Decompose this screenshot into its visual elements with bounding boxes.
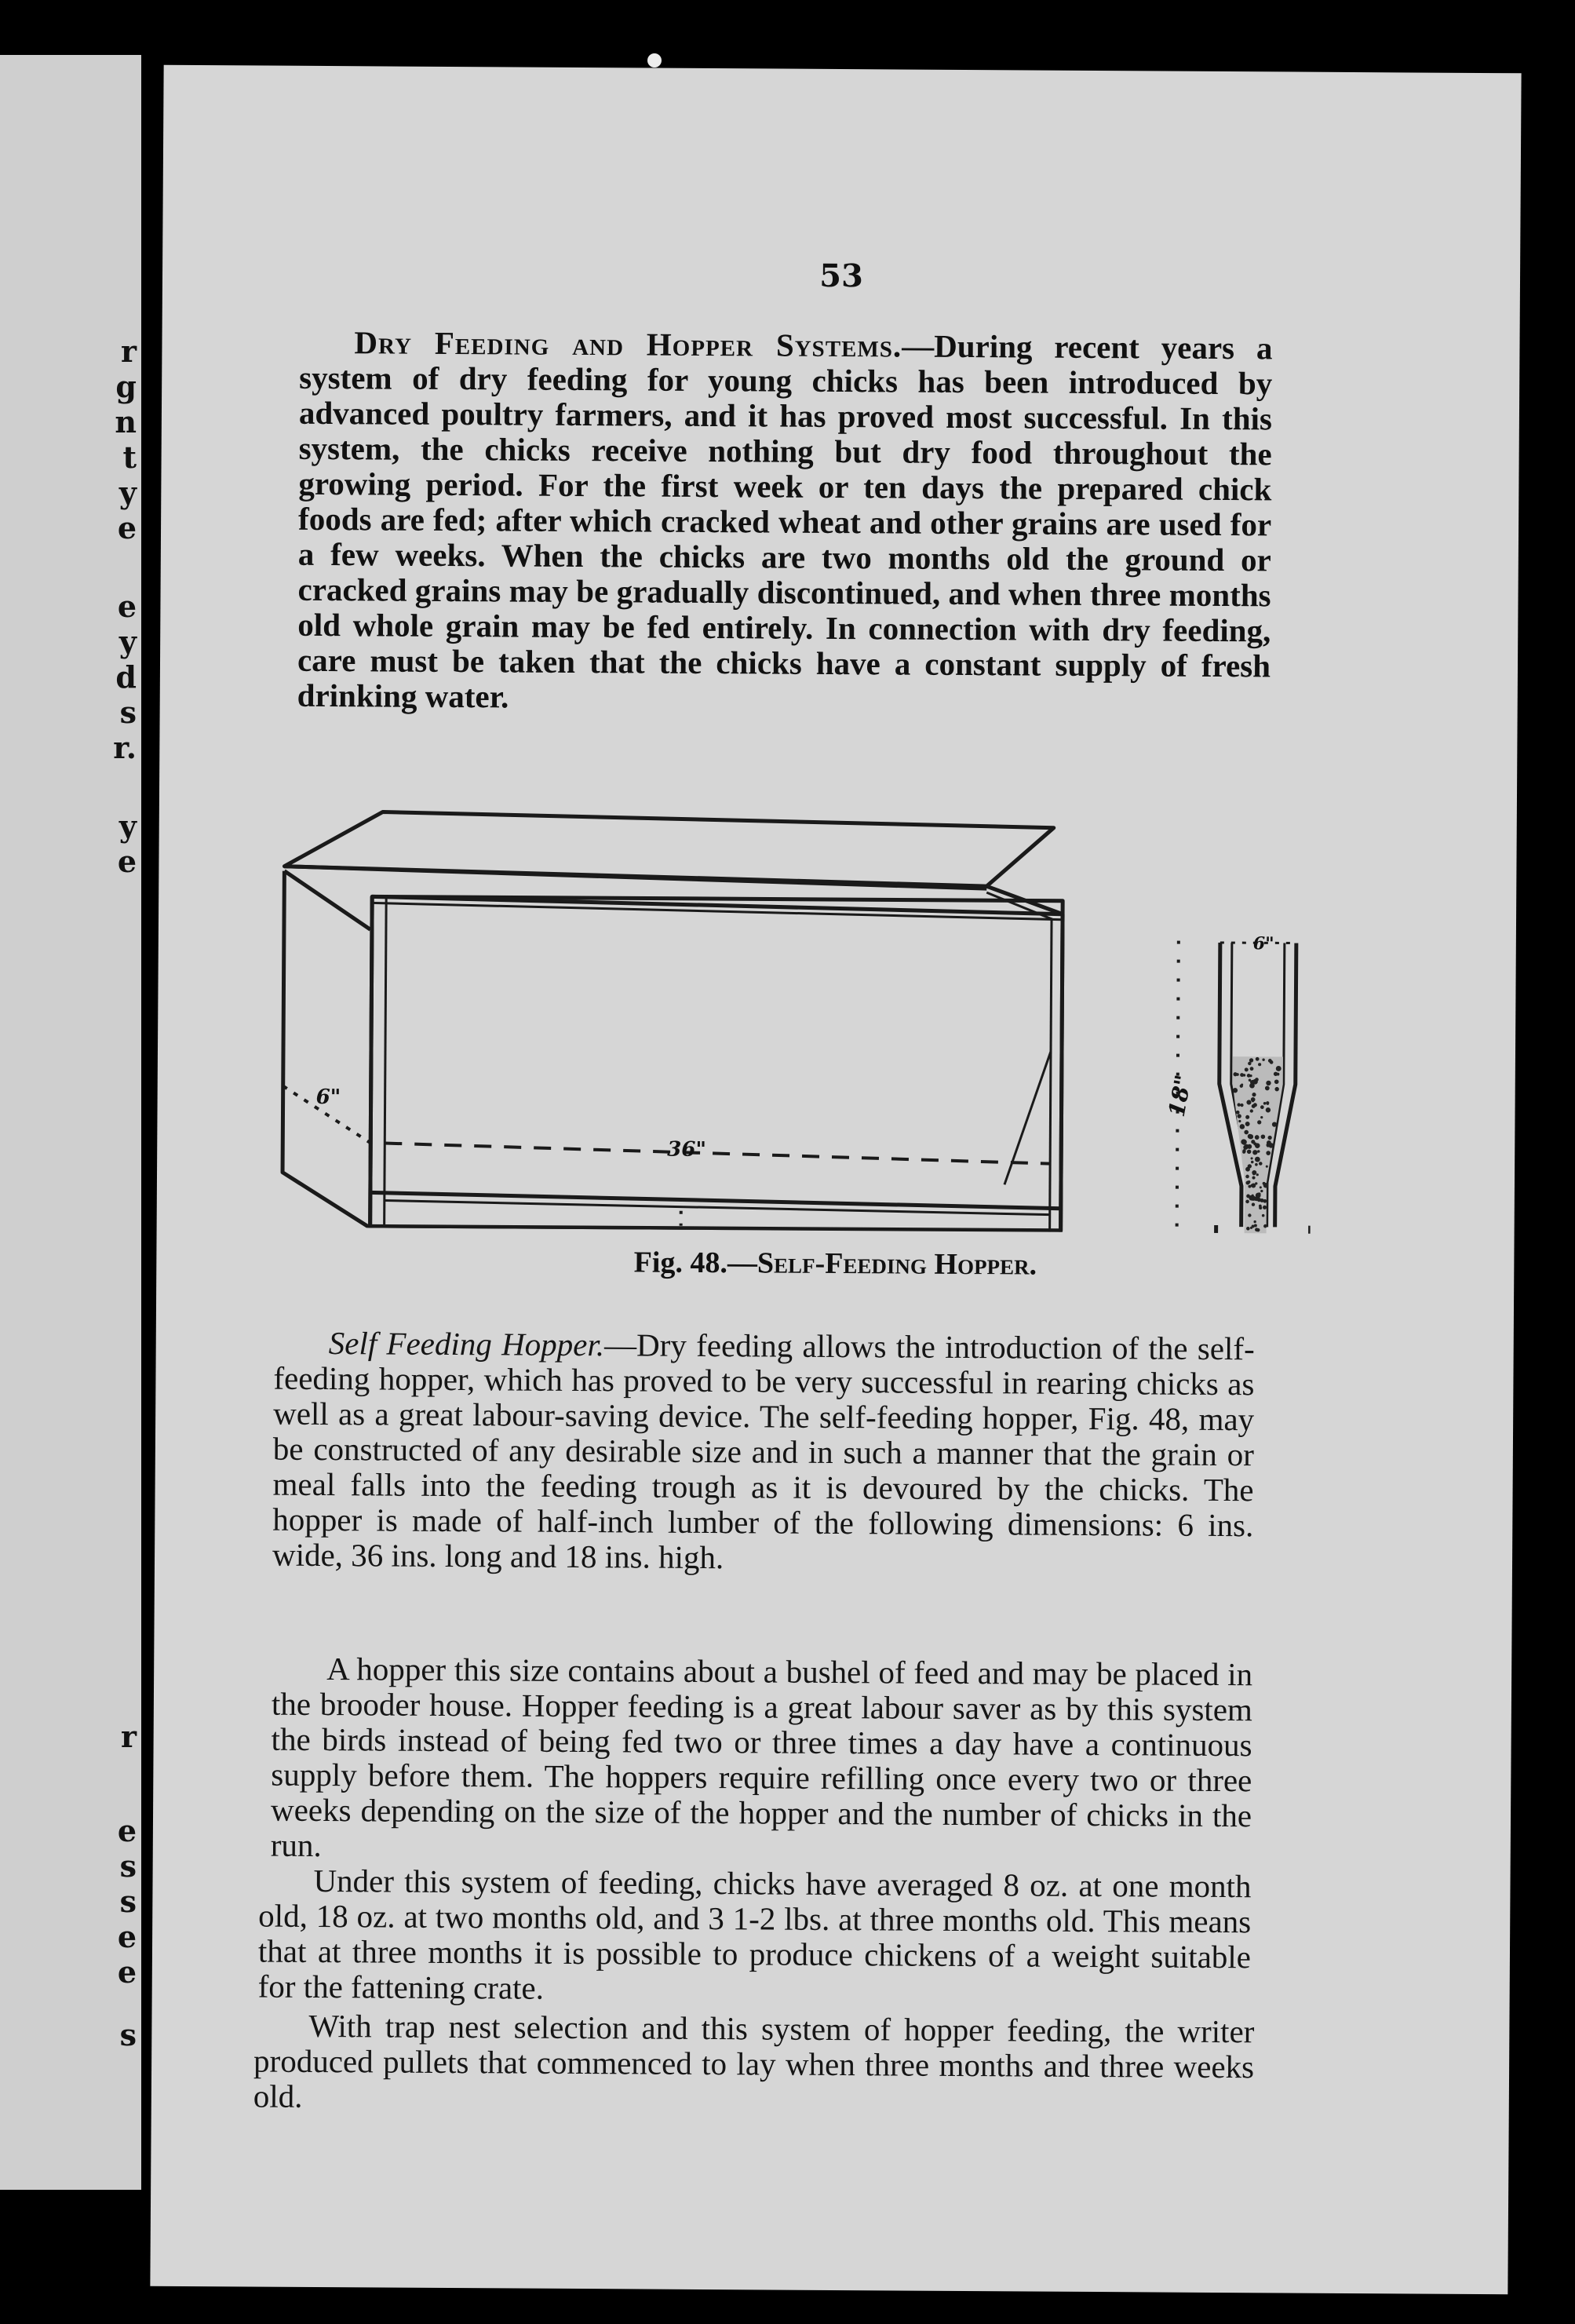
grain-speck — [1272, 1122, 1277, 1127]
grain-speck — [1240, 1124, 1245, 1129]
grain-speck — [1243, 1074, 1246, 1077]
grain-speck — [1245, 1115, 1249, 1119]
grain-speck — [1251, 1157, 1253, 1159]
grain-speck — [1247, 1150, 1252, 1155]
grain-speck — [1249, 1134, 1253, 1139]
grain-speck — [1244, 1130, 1249, 1135]
facing-letter: e — [117, 589, 137, 624]
grain-speck — [1260, 1186, 1262, 1188]
grain-speck — [1245, 1175, 1249, 1179]
grain-speck — [1255, 1078, 1259, 1082]
section-heading-dry-feeding: Dry Feeding and Hopper Systems. — [354, 324, 902, 364]
grain-speck — [1245, 1067, 1249, 1071]
grain-speck — [1266, 1151, 1271, 1155]
grain-speck — [1246, 1195, 1250, 1198]
grain-speck — [1237, 1103, 1240, 1106]
grain-speck — [1265, 1086, 1270, 1091]
grain-speck — [1245, 1200, 1249, 1204]
grain-speck — [1256, 1228, 1260, 1232]
book-page — [150, 65, 1521, 2295]
grain-speck — [1250, 1067, 1254, 1071]
grain-speck — [1251, 1184, 1256, 1188]
grain-speck — [1255, 1163, 1258, 1166]
figure-caption — [156, 1242, 1514, 1286]
grain-speck — [1267, 1144, 1269, 1147]
grain-speck — [1242, 1149, 1245, 1152]
grain-speck — [1252, 1104, 1256, 1108]
paragraph-text: With trap nest selection and this system of hopper feeding, the writer produced pullets that commenced to lay when three months and three weeks old. — [253, 2007, 1255, 2114]
grain-speck — [1276, 1066, 1282, 1071]
grain-speck — [1246, 1100, 1251, 1104]
grain-speck — [1245, 1122, 1250, 1126]
grain-speck — [1241, 1139, 1246, 1144]
grain-speck — [1263, 1183, 1269, 1188]
grain-speck — [1252, 1203, 1255, 1206]
grain-speck — [1270, 1060, 1274, 1064]
grain-speck — [1263, 1206, 1267, 1209]
grain-speck — [1248, 1164, 1252, 1168]
grain-speck — [1257, 1120, 1261, 1124]
facing-letter: s — [119, 1848, 137, 1884]
facing-page-text — [0, 55, 141, 2190]
paragraph-text: —During recent years a system of dry feeding for young chicks has been introduced by advanced poultry farmers, and it has proved most successful. In this system, the chicks receive nothing but dry food throughout the growing period. For the first week or ten days the prepared chick foods are fed; after which cracked wheat and other grains are used for a few weeks. When the chicks are two months old the ground or cracked grains may be gradually discontinued, and when three months old whole grain may be fed entirely. In connection with dry feeding, care must be taken that the chicks have a constant supply of fresh drinking water. — [297, 327, 1273, 715]
grain-speck — [1274, 1079, 1279, 1084]
facing-letter: s — [119, 1884, 137, 1919]
grain-speck — [1248, 1185, 1251, 1188]
grain-speck — [1261, 1134, 1266, 1139]
grain-speck — [1266, 1101, 1269, 1104]
facing-letter: e — [117, 510, 137, 545]
grain-speck — [1253, 1220, 1256, 1223]
grain-speck — [1266, 1081, 1271, 1085]
grain-speck — [1266, 1166, 1268, 1168]
grain-speck — [1262, 1214, 1265, 1217]
grain-speck — [1252, 1173, 1255, 1175]
grain-speck — [1257, 1150, 1260, 1152]
paragraph-weights — [258, 1863, 1252, 2011]
grain-speck — [1267, 1140, 1271, 1145]
caption-prefix: Fig. 48.— — [633, 1246, 758, 1280]
facing-letter: e — [117, 1813, 137, 1848]
grain-speck — [1262, 1059, 1264, 1061]
grain-speck — [1249, 1083, 1255, 1089]
grain-speck — [1238, 1120, 1241, 1122]
grain-speck — [1259, 1162, 1263, 1166]
facing-letter: e — [117, 1919, 137, 1954]
grain-speck — [1259, 1205, 1262, 1208]
grain-speck — [1246, 1227, 1250, 1231]
paragraph-text: Under this system of feeding, chicks have averaged 8 oz. at one month old, 18 oz. at two months old, and 3 1-2 lbs. at three months old. This means that at three months it is possible to produce chickens of a weight suitable for the fattening crate. — [257, 1862, 1252, 2006]
grain-speck — [1267, 1136, 1271, 1140]
grain-speck — [1263, 1102, 1267, 1105]
grain-speck — [1236, 1073, 1239, 1076]
grain-speck — [1266, 1107, 1271, 1112]
grain-speck — [1240, 1104, 1243, 1107]
grain-speck — [1260, 1105, 1264, 1109]
grain-speck — [1240, 1085, 1243, 1088]
grain-speck — [1255, 1197, 1259, 1201]
grain-speck — [1251, 1140, 1255, 1144]
grain-speck — [1258, 1063, 1261, 1066]
grain-speck — [1276, 1073, 1279, 1076]
hopper-illustration — [259, 741, 1314, 1234]
grain-speck — [1249, 1074, 1252, 1077]
grain-speck — [1256, 1173, 1259, 1176]
paragraph-trap-nest — [253, 2008, 1255, 2120]
grain-speck — [1249, 1079, 1251, 1082]
grain-speck — [1260, 1190, 1263, 1192]
facing-letter: e — [117, 1954, 137, 1990]
facing-letter: e — [117, 844, 137, 879]
paragraph-hopper-size — [271, 1651, 1253, 1870]
paragraph-dry-feeding — [297, 325, 1273, 720]
caption-title: Self-Feeding Hopper. — [757, 1246, 1037, 1282]
grain-speck — [1250, 1109, 1253, 1112]
grain-speck — [1236, 1111, 1240, 1115]
facing-letter: r. — [113, 730, 137, 765]
facing-letter: y — [118, 808, 137, 844]
facing-letter: g — [115, 369, 137, 404]
dim-label-height: 18" — [1163, 1072, 1197, 1119]
grain-speck — [1252, 1176, 1255, 1179]
grain-speck — [1252, 1093, 1256, 1096]
page-number: 53 — [819, 257, 864, 295]
grain-speck — [1252, 1195, 1254, 1197]
grain-speck — [1255, 1157, 1260, 1162]
grain-speck — [1237, 1114, 1241, 1118]
facing-page — [0, 55, 141, 2190]
grain-speck — [1256, 1057, 1260, 1061]
facing-letter: d — [115, 659, 137, 695]
facing-letter: y — [118, 475, 137, 510]
facing-letter: y — [118, 624, 137, 659]
grain-speck — [1260, 1116, 1263, 1118]
dim-label-side-width: 6" — [1252, 933, 1274, 954]
paragraph-self-feeding-hopper — [272, 1326, 1255, 1579]
dim-label-width: 6" — [315, 1085, 341, 1110]
dim-label-length: 36" — [667, 1137, 707, 1162]
grain-speck — [1255, 1143, 1260, 1148]
facing-letter: r — [120, 1719, 137, 1754]
grain-speck — [1248, 1180, 1251, 1184]
grain-speck — [1263, 1224, 1267, 1228]
grain-speck — [1263, 1199, 1267, 1203]
grain-speck — [1248, 1213, 1251, 1217]
hopper-lid — [284, 812, 1054, 887]
binding-hole — [647, 53, 662, 67]
grain-speck — [1233, 1088, 1238, 1093]
grain-speck — [1274, 1087, 1279, 1092]
grain-speck — [1252, 1100, 1254, 1102]
grain-speck — [1251, 1161, 1254, 1164]
facing-letter: t — [122, 440, 137, 475]
grain-speck — [1247, 1144, 1252, 1149]
hopper-front — [370, 896, 1063, 1230]
section-heading-self-feeding: Self Feeding Hopper. — [328, 1325, 605, 1363]
facing-letter: s — [119, 2017, 137, 2052]
facing-letter: n — [115, 404, 137, 440]
grain-speck — [1252, 1224, 1255, 1228]
grain-speck — [1249, 1058, 1253, 1062]
paragraph-text: A hopper this size contains about a bushel of feed and may be placed in the brooder house. Hopper feeding is a great labour saver as by this system the birds instead of being fed two or three times a day have a continuous supply before them. The hoppers require refilling once every two or three weeks depending on the size of the hopper and the number of chicks in the run. — [270, 1651, 1253, 1864]
facing-letter: r — [120, 334, 137, 369]
facing-letter: s — [119, 695, 137, 730]
grain-speck — [1255, 1135, 1260, 1140]
figure-self-feeding-hopper — [259, 741, 1314, 1234]
paragraph-text: —Dry feeding allows the introduction of the self-feeding hopper, which has proved to be very successful in rearing chicks as well as a great labour-saving device. The self-feeding hopper, Fig. 48, may be constructed of any desirable size and in such a manner that the grain or meal falls into the feeding trough as it is devoured by the chicks. The hopper is made of half-inch lumber of the following dimensions: 6 ins. wide, 36 ins. long and 18 ins. high. — [272, 1326, 1255, 1576]
grain-speck — [1253, 1151, 1257, 1155]
